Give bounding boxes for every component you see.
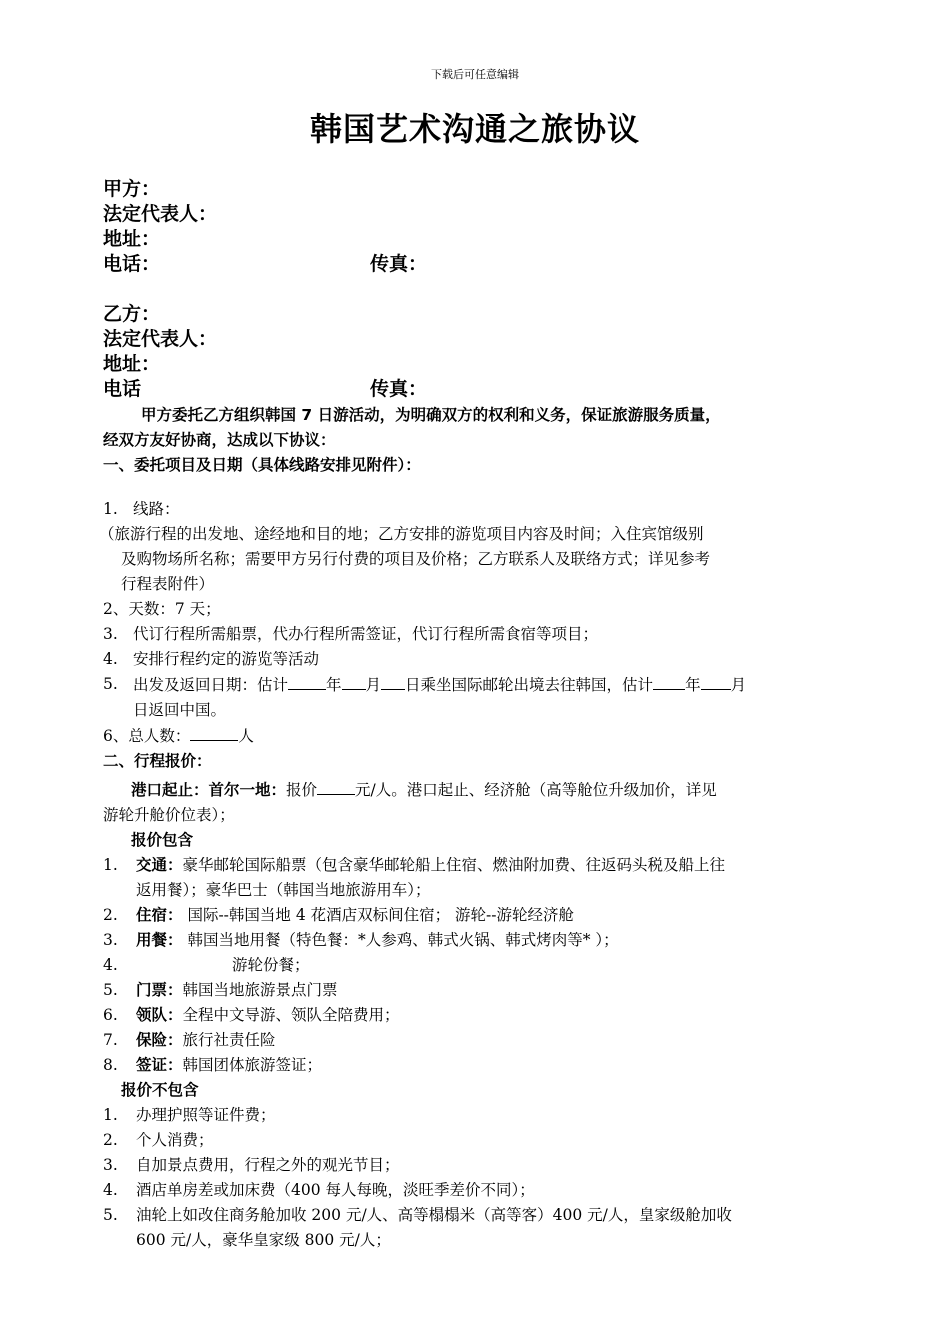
excluded-item — [103, 1128, 863, 1153]
included-list — [103, 853, 863, 1078]
list-item — [103, 647, 863, 672]
included-item-body — [136, 1053, 322, 1078]
excluded-heading: 报价不包含 — [121, 1081, 199, 1099]
excluded-list — [103, 1103, 863, 1253]
document-title: 韩国艺术沟通之旅协议 — [309, 110, 640, 148]
section2-heading: 二、行程报价： — [103, 752, 212, 770]
excluded-item-num: 3. — [103, 1156, 118, 1174]
item3-text: 代订行程所需船票，代办行程所需签证，代订行程所需食宿等项目； — [133, 625, 599, 643]
year-blank — [288, 672, 326, 690]
excluded-item-text: 油轮上如改住商务舱加收 200 元/人、高等榻榻米（高等客）400 元/人，皇家级舱加收 — [136, 1206, 732, 1224]
intro-line-2: 经双方友好协商，达成以下协议： — [103, 431, 336, 449]
excluded-item-text: 办理护照等证件费； — [136, 1106, 276, 1124]
excluded-item — [103, 1178, 863, 1203]
included-item-num: 2. — [103, 906, 118, 924]
days-item: 2、天数：7 天； — [103, 600, 221, 618]
included-item-label: 领队： — [136, 1006, 183, 1024]
included-item — [103, 903, 863, 928]
excluded-item-num: 1. — [103, 1106, 118, 1124]
port-text-a: 报价 — [286, 781, 318, 799]
header-note: 下载后可任意编辑 — [431, 68, 519, 81]
route-desc-1: （旅游行程的出发地、途经地和目的地；乙方安排的游览项目内容及时间；入住宾馆级别 — [99, 525, 704, 543]
excluded-item-text: 酒店单房差或加床费（400 每人每晚，淡旺季差价不同）； — [136, 1181, 535, 1199]
excluded-item-num: 2. — [103, 1131, 118, 1149]
section2-body — [103, 777, 863, 1253]
party-a-block — [103, 177, 863, 277]
day-blank — [381, 672, 405, 690]
included-item — [103, 853, 863, 878]
intro-line-1: 甲方委托乙方组织韩国 7 日游活动，为明确双方的权利和义务，保证旅游服务质量， — [141, 406, 721, 424]
party-b-fax-label: 传真： — [370, 378, 428, 400]
included-item — [103, 953, 863, 978]
item5-text-g: 日返回中国。 — [133, 701, 227, 719]
included-item-num: 5. — [103, 981, 118, 999]
included-item-label: 用餐： — [136, 931, 183, 949]
included-item-text: 旅行社责任险 — [182, 1031, 276, 1049]
route-desc-3: 行程表附件） — [121, 575, 215, 593]
party-b-rep-label: 法定代表人： — [103, 328, 218, 350]
included-item — [103, 928, 863, 953]
included-item-text: 国际--韩国当地 4 花酒店双标间住宿； 游轮--游轮经济舱 — [182, 906, 575, 924]
excluded-item-text: 自加景点费用，行程之外的观光节目； — [136, 1156, 400, 1174]
included-item — [103, 1053, 863, 1078]
included-item-text: 全程中文导游、领队全陪费用； — [182, 1006, 400, 1024]
item5-text-d: 日乘坐国际邮轮出境去往韩国，估计 — [405, 676, 654, 694]
item5-text-e: 年 — [685, 676, 701, 694]
included-item-label: 签证： — [136, 1056, 183, 1074]
party-b-addr-label: 地址： — [103, 353, 161, 375]
excluded-item — [103, 1153, 863, 1178]
port-text-c: 游轮升舱价位表）； — [103, 806, 235, 824]
included-item — [103, 978, 863, 1003]
included-item-text: 韩国当地旅游景点门票 — [182, 981, 338, 999]
party-a-rep-label: 法定代表人： — [103, 203, 218, 225]
included-item-body — [136, 903, 574, 928]
included-item-body — [136, 853, 725, 878]
included-item-num: 4. — [103, 956, 118, 974]
included-item-label: 住宿： — [136, 906, 183, 924]
included-heading: 报价包含 — [131, 831, 194, 849]
return-year-blank — [653, 672, 685, 690]
party-b-phone-label: 电话 — [103, 378, 142, 400]
included-item-label: 保险： — [136, 1031, 183, 1049]
excluded-item-text: 个人消费； — [136, 1131, 214, 1149]
included-item — [103, 1028, 863, 1053]
item6-text-a: 6、总人数： — [103, 727, 191, 745]
included-item-text: 韩国团体旅游签证； — [182, 1056, 323, 1074]
route-item — [103, 497, 863, 522]
item4-num: 4. — [103, 650, 118, 668]
port-label: 港口起止：首尔一地： — [131, 781, 287, 799]
included-item-num: 8. — [103, 1056, 118, 1074]
total-people-item — [103, 723, 863, 749]
excluded-item — [103, 1203, 863, 1228]
list-item — [103, 672, 863, 698]
party-a-fax-label: 传真： — [370, 253, 428, 275]
people-blank — [190, 723, 238, 741]
included-item-body — [136, 1003, 400, 1028]
excluded-item-continuation: 600 元/人，豪华皇家级 800 元/人； — [136, 1231, 391, 1249]
route-num: 1. — [103, 500, 118, 518]
included-item-num: 6. — [103, 1006, 118, 1024]
item5-text-c: 月 — [365, 676, 382, 694]
included-item-text: 豪华邮轮国际船票（包含豪华邮轮船上住宿、燃油附加费、往返码头税及船上往 — [182, 856, 726, 874]
included-item-body — [136, 978, 338, 1003]
item6-text-b: 人 — [238, 727, 254, 745]
section1-heading: 一、委托项目及日期（具体线路安排见附件）： — [103, 456, 421, 474]
item3-num: 3. — [103, 625, 118, 643]
party-b-name-label: 乙方： — [103, 303, 161, 325]
port-text-b: 元/人。港口起止、经济舱（高等舱位升级加价，详见 — [355, 781, 717, 799]
included-item-body — [136, 1028, 276, 1053]
excluded-item — [103, 1103, 863, 1128]
return-month-blank — [701, 672, 731, 690]
route-desc-2: 及购物场所名称；需要甲方另行付费的项目及价格；乙方联系人及联络方式；详见参考 — [121, 550, 711, 568]
section1-body — [99, 497, 863, 774]
list-item — [103, 622, 863, 647]
included-item-text: 游轮份餐； — [232, 956, 310, 974]
included-item-num: 3. — [103, 931, 118, 949]
included-item-body — [136, 953, 310, 978]
included-item-continuation: 返用餐）；豪华巴士（韩国当地旅游用车）； — [136, 881, 431, 899]
intro-paragraph — [103, 403, 863, 478]
party-b-block — [103, 302, 863, 402]
included-item-text: 韩国当地用餐（特色餐：*人参鸡、韩式火锅、韩式烤肉等* ）； — [182, 931, 619, 949]
item5-text-b: 年 — [326, 676, 342, 694]
item5-text-f: 月 — [730, 676, 747, 694]
party-a-phone-label: 电话： — [103, 253, 161, 275]
item4-text: 安排行程约定的游览等活动 — [133, 650, 320, 668]
item5-text-a: 出发及返回日期：估计 — [133, 676, 289, 694]
excluded-item-num: 4. — [103, 1181, 118, 1199]
included-item-label: 门票： — [136, 981, 183, 999]
route-label: 线路： — [133, 500, 180, 518]
included-item-num: 1. — [103, 856, 118, 874]
included-item-label: 交通： — [136, 856, 183, 874]
included-item-num: 7. — [103, 1031, 118, 1049]
price-blank — [317, 777, 355, 795]
month-blank — [342, 672, 366, 690]
excluded-item-num: 5. — [103, 1206, 118, 1224]
party-a-addr-label: 地址： — [103, 228, 161, 250]
port-line — [103, 777, 863, 803]
party-a-name-label: 甲方： — [103, 178, 161, 200]
included-item — [103, 1003, 863, 1028]
included-item-body — [136, 928, 619, 953]
item5-num: 5. — [103, 675, 118, 693]
